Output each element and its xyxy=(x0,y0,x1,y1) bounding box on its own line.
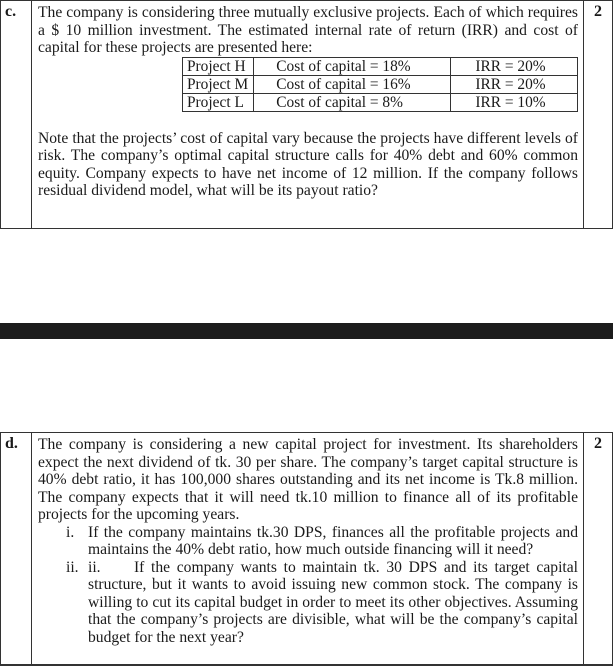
item-text: If the company maintains tk.30 DPS, finances all the profitable projects and maintains the 40% debt ratio, how much outside financing will it need? xyxy=(88,523,578,558)
project-irr: IRR = 20% xyxy=(451,75,578,93)
question-c-row xyxy=(0,0,613,229)
project-name: Project H xyxy=(183,57,254,75)
project-name: Project M xyxy=(183,75,254,93)
question-c-label-cell xyxy=(1,1,32,229)
question-c-note: Note that the projects’ cost of capital vary because the projects have different levels of risk. The company’s optimal capital structure calls for 40% debt and 60% common equity. Company expects to have net income of 12 million. If the company follows residual dividend model, what will be its payout ratio? xyxy=(38,129,578,199)
question-d-row xyxy=(0,432,613,666)
question-d-label-cell xyxy=(1,433,32,666)
project-row xyxy=(183,75,578,93)
bottom-border xyxy=(0,664,613,665)
project-cost-of-capital: Cost of capital = 8% xyxy=(254,93,451,111)
question-d-marks: 2 xyxy=(594,435,602,452)
question-d-label: d. xyxy=(5,435,18,452)
question-d-intro: The company is considering a new capital project for investment. Its shareholders expect the next dividend of tk. 30 per share. The company’s target capital structure is 40% debt ratio, it has 100,000 shares outstanding and its net income is Tk.8 million. The company expects that it will need tk.10 million to finance all of its profitable projects for the upcoming years. xyxy=(38,436,578,523)
question-d-body xyxy=(32,433,584,666)
item-number: ii. xyxy=(66,558,79,576)
item-text: ii. If the company wants to maintain tk. 30 DPS and its target capital structure, but it wants to avoid issuing new common stock. The company is willing to cut its capital budget in order to meet its other objectives. Assuming that the company’s projects are divisible, what will be the company’s capital budget for the next year? xyxy=(88,558,582,646)
question-d-item xyxy=(38,558,582,647)
project-irr: IRR = 10% xyxy=(451,93,578,111)
question-c-intro: The company is considering three mutually exclusive projects. Each of which requires a $ 10 million investment. The estimated internal rate of return (IRR) and cost of capital for these projects are presented here: xyxy=(38,4,578,56)
question-c-label: c. xyxy=(5,3,17,20)
question-c-marks-cell xyxy=(584,1,613,229)
project-row xyxy=(183,57,578,75)
question-d-marks-cell xyxy=(584,433,613,666)
question-c-marks: 2 xyxy=(594,3,602,20)
section-divider-bar xyxy=(0,323,613,339)
item-number: i. xyxy=(66,523,75,541)
question-d-item xyxy=(38,524,578,559)
question-c-body xyxy=(32,1,584,229)
project-name: Project L xyxy=(183,93,254,111)
project-table xyxy=(182,57,578,112)
project-cost-of-capital: Cost of capital = 16% xyxy=(254,75,451,93)
project-irr: IRR = 20% xyxy=(451,57,578,75)
project-row xyxy=(183,93,578,111)
project-cost-of-capital: Cost of capital = 18% xyxy=(254,57,451,75)
